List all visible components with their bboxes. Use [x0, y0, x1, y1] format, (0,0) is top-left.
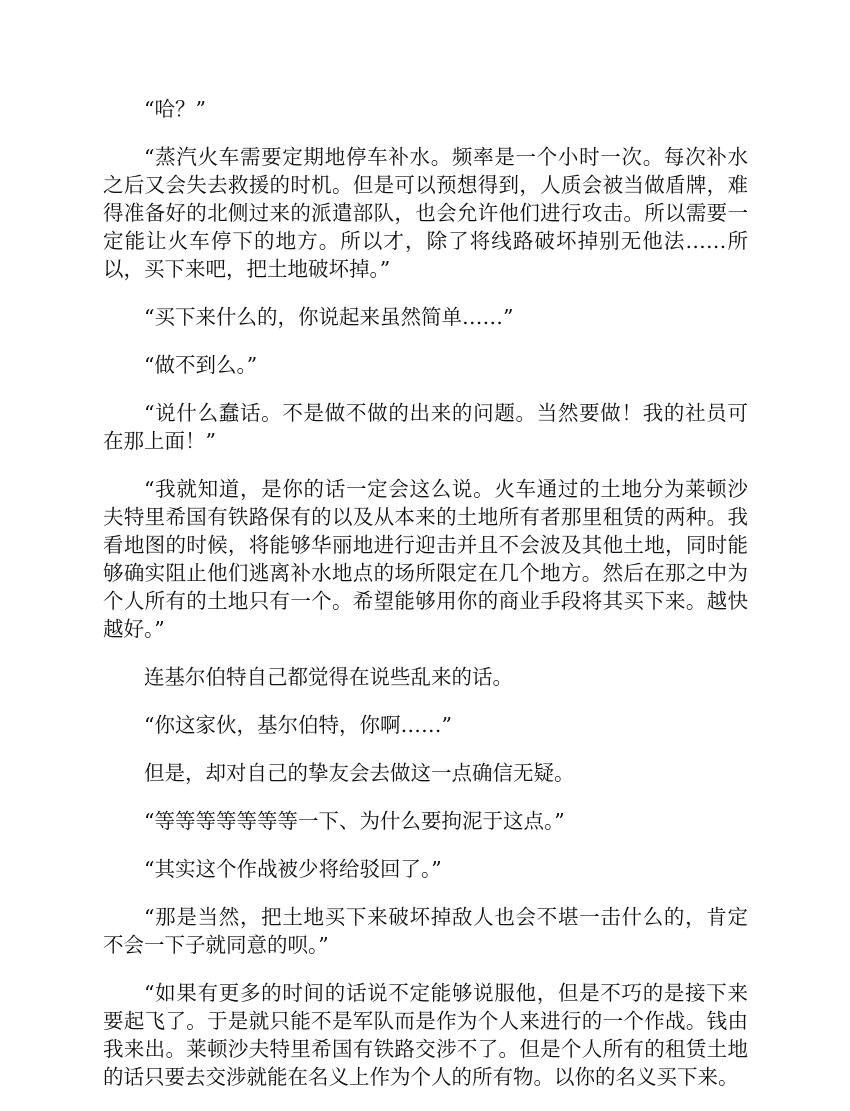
paragraph: 连基尔伯特自己都觉得在说些乱来的话。 [144, 665, 513, 689]
paragraph: “等等等等等等等一下、为什么要拘泥于这点。” [144, 809, 565, 833]
paragraph: 但是，却对自己的挚友会去做这一点确信无疑。 [144, 761, 575, 785]
paragraph: “说什么蠢话。不是做不做的出来的问题。当然要做！我的社员可在那上面！” [103, 401, 748, 453]
paragraph: “蒸汽火车需要定期地停车补水。频率是一个小时一次。每次补水之后又会失去救援的时机。但是可以预想得到，人质会被当做盾牌，难得准备好的北侧过来的派遣部队，也会允许他们进行攻击。所以需要一定能让火车停下的地方。所以才，除了将线路破坏掉别无他法……所以，买下来吧，把土地破坏掉。” [103, 145, 748, 281]
paragraph: “其实这个作战被少将给驳回了。” [144, 857, 442, 881]
paragraph: “买下来什么的，你说起来虽然简单……” [144, 305, 514, 329]
paragraph: “我就知道，是你的话一定会这么说。火车通过的土地分为莱顿沙夫特里希国有铁路保有的以及从本来的土地所有者那里租赁的两种。我看地图的时候，将能够华丽地进行迎击并且不会波及其他土地，同时能够确实阻止他们逃离补水地点的场所限定在几个地方。然后在那之中为个人所有的土地只有一个。希望能够用你的商业手段将其买下来。越快越好。” [103, 477, 748, 641]
paragraph: “如果有更多的时间的话说不定能够说服他，但是不巧的是接下来要起飞了。于是就只能不是军队而是作为个人来进行的一个作战。钱由我来出。莱顿沙夫特里希国有铁路交涉不了。但是个人所有的租赁土地的话只要去交涉就能在名义上作为个人的所有物。以你的名义买下来。 [103, 981, 748, 1089]
document-page [103, 95, 748, 1111]
paragraph: “做不到么。” [144, 353, 258, 377]
paragraph: “那是当然，把土地买下来破坏掉敌人也会不堪一击什么的，肯定不会一下子就同意的呗。” [103, 905, 748, 957]
paragraph: “你这家伙，基尔伯特，你啊……” [144, 713, 452, 737]
paragraph: “哈？” [144, 97, 206, 121]
